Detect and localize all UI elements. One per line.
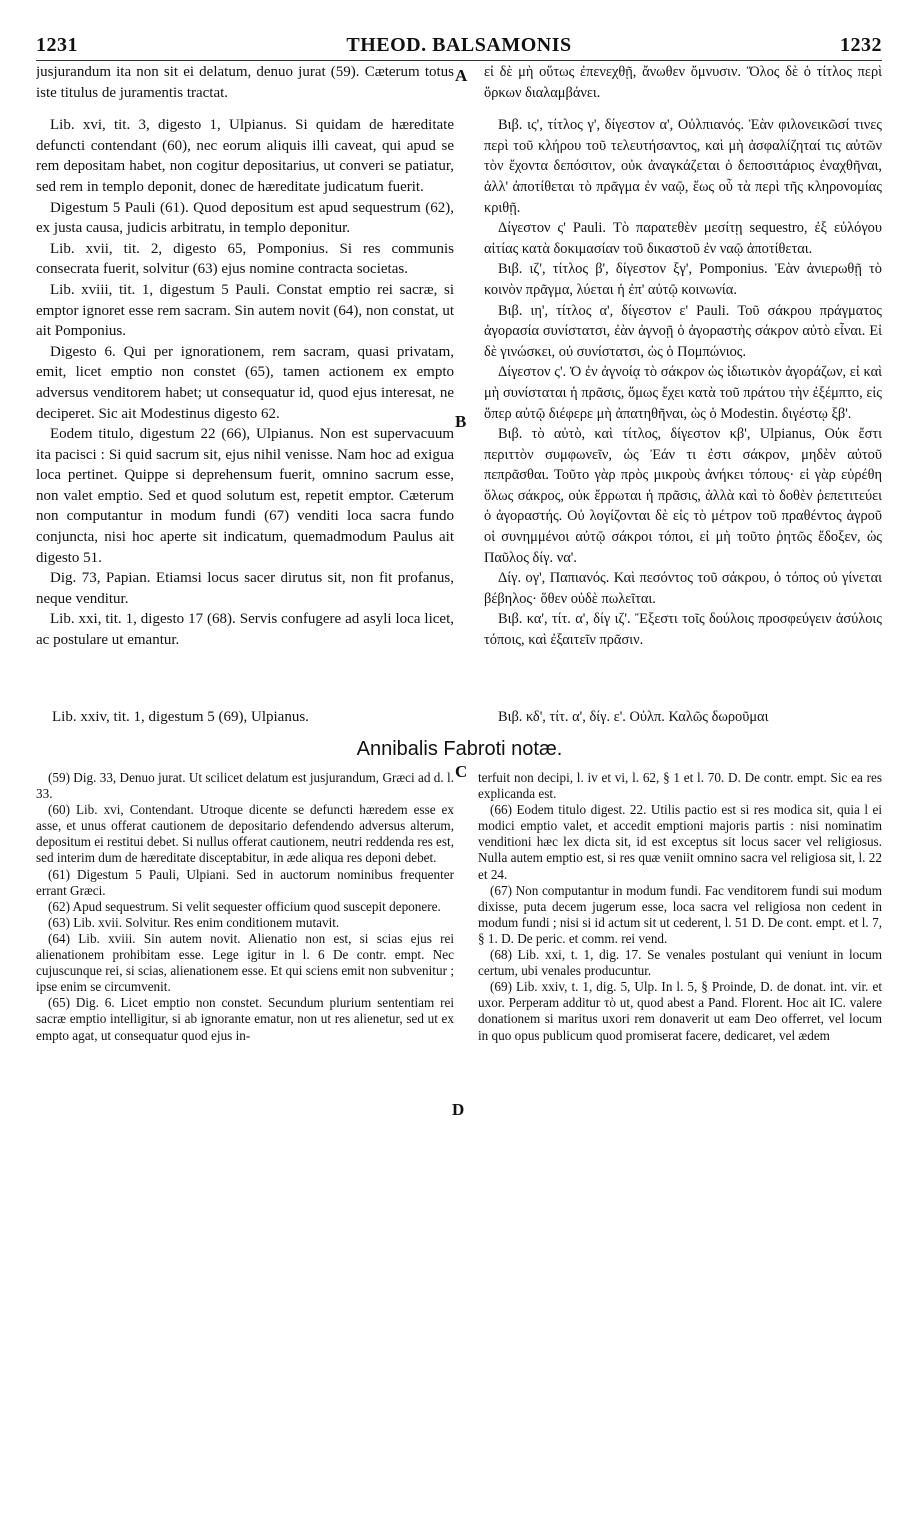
- note-item: terfuit non decipi, l. iv et vi, l. 62, § 1 et l. 70. D. De contr. empt. Sic ea res explicanda est.: [478, 770, 882, 802]
- notes-right-column: [478, 770, 882, 1530]
- greek-paragraph: Βιβ. ιζ', τίτλος β', δίγεστον ξγ', Pomponius. Ἐὰν ἀνιερωθῇ τὸ κοινὸν πρᾶγμα, λύεται ἡ ἐπ' αὐτῷ κοινωνία.: [484, 261, 882, 298]
- note-item: (68) Lib. xxi, t. 1, dig. 17. Se venales postulant qui veniunt in locum certum, ubi venales producuntur.: [478, 947, 882, 979]
- latin-paragraph: Lib. xviii, tit. 1, digestum 5 Pauli. Constat emptio rei sacræ, si emptor ignoret esse rem sacram. Sin autem novit (64), non constat, ut ait Pomponius.: [36, 281, 454, 340]
- latin-paragraph: Lib. xvii, tit. 2, digesto 65, Pomponius. Si res communis consecrata fuerit, solvitur (63) ejus nomine contracta societas.: [36, 240, 454, 278]
- note-item: (63) Lib. xvii. Solvitur. Res enim conditionem mutavit.: [48, 914, 340, 930]
- latin-paragraph: jusjurandum ita non sit ei delatum, denuo jurat (59). Cæterum totus iste titulus de juramentis tractat.: [36, 64, 454, 101]
- greek-paragraph: Βιβ. ιη', τίτλος α', δίγεστον ε' Pauli. Τοῦ σάκρου πράγματος ἀγορασία συνίστατσι, ἐὰν ἀγνοῇ ὁ ἀγοραστὴς σάκρον αὐτὸ εἶναι. Εἰ δὲ γινώσκει, οὐ συνίστατσι, ὡς ὁ Πομπώνιος.: [484, 302, 882, 360]
- margin-letter-a: A: [455, 66, 468, 85]
- notes-left-column: [36, 770, 454, 1530]
- greek-paragraph: Δίγ. ογ', Παπιανός. Καὶ πεσόντος τοῦ σάκρου, ὁ τόπος οὐ γίνεται βέβηλος· ὅθεν οὐδὲ πωλεῖται.: [484, 570, 882, 607]
- greek-paragraph: εἰ δὲ μὴ οὕτως ἐπενεχθῇ, ἄνωθεν ὄμνυσιν. Ὅλος δὲ ὁ τίτλος περὶ ὅρκων διαλαμβάνει.: [484, 64, 882, 101]
- header-rule: [36, 60, 882, 61]
- greek-paragraph: Βιβ. τὸ αὐτὸ, καὶ τίτλος, δίγεστον κβ', Ulpianus, Οὐκ ἔστι περιττὸν συμφωνεῖν, ὡς Ἐάν τι ἐστι σάκρον, μηδὲν αὐτοῦ πεπρᾶσθαι. Τοῦτο γὰρ πρὸς μικροὺς ἀνήκει τόπους· εἰ γὰρ εὑρέθη ὅλως σάκρος, οὐκ ἔρρωται ἡ πρᾶσις, ἀλλὰ καὶ τὸ δοθὲν ῥεπετιτεύει ὁ ἀγοραστής. Οὐ λογίζονται δὲ εἰς τὸ μέτρον τοῦ πραθέντος ἀγροῦ οἱ συνημμένοι αὐτῷ σάκροι τόποι, εἰ μὴ τοῦτο ῥητῶς ἔδοξεν, ὡς Παῦλος δίγ. να'.: [484, 426, 882, 566]
- note-item: (62) Apud sequestrum. Si velit sequester officium quod suscepit deponere.: [48, 898, 441, 914]
- note-item: (60) Lib. xvi, Contendant. Utroque dicente se defuncti hæredem esse ex asse, et unus offerat cautionem de depositario defendendo adversus alterum, depositum ei restitui debet. Si nullus offerat cautionem, neutri reddenda res est, sed interim dum de hæreditate disceptabitur, in æde aliqua res deponi debet.: [36, 802, 454, 866]
- greek-paragraph: Βιβ. ις', τίτλος γ', δίγεστον α', Οὐλπιανός. Ἐὰν φιλονεικῶσί τινες περὶ τοῦ κλήρου τοῦ τελευτήσαντος, καὶ μὴ ἀσφαλίζηταί τις αὐτῶν τὸν ἔχοντα δεπόσιτον, οὐκ ἀναγκάζεται ὁ δεποσιτάριος ἐναχθῆναι, ἀλλ' ἀποτίθεται τὸ πρᾶγμα ἐν ναῷ, ἕως οὗ τὰ περὶ τῆς κληρονομίας κριθῇ.: [484, 117, 882, 216]
- latin-column: [36, 62, 454, 727]
- latin-paragraph: Lib. xxi, tit. 1, digesto 17 (68). Servis confugere ad asyli loca licet, ac postulare ut emantur.: [36, 611, 454, 649]
- latin-paragraph: Digesto 6. Qui per ignorationem, rem sacram, quasi privatam, emit, licet emptio non constet (65), tamen actionem ex empto adversus venditorem habet; ut consequatur id, quod ejus interesat, ne deciperet. Sic ait Modestinus digesto 62.: [36, 343, 454, 422]
- page-number-right: 1232: [840, 34, 882, 56]
- latin-tail-line: Lib. xxiv, tit. 1, digestum 5 (69), Ulpianus.: [52, 709, 309, 725]
- notes-title: Annibalis Fabroti notæ.: [356, 738, 563, 760]
- greek-paragraph: Βιβ. κα', τίτ. α', δίγ ιζ'. Ἔξεστι τοῖς δούλοις προσφεύγειν ἀσύλοις τόποις, καὶ ἐξαιτεῖν πρᾶσιν.: [484, 611, 882, 649]
- latin-paragraph: Dig. 73, Papian. Etiamsi locus sacer dirutus sit, non fit profanus, neque venditur.: [36, 570, 454, 607]
- page-number-left: 1231: [36, 34, 78, 56]
- note-item: (65) Dig. 6. Licet emptio non constet. Secundum plurium sententiam rei sacræ emptio intelligitur, si ab ignorante ematur, non ut res alienetur, sed ut ex empto agat, ut consequatur quod ejus in-: [36, 995, 454, 1043]
- note-item: (64) Lib. xviii. Sin autem novit. Alienatio non est, si scias ejus rei alienationem prohibitam esse. Lege igitur in l. 6 De contr. empt. Nec cujuscunque rei, si scias, alienationem esse. Et qui sciens emit non subvenitur ; ipse enim se circumvenit.: [36, 930, 454, 995]
- page-header: [36, 34, 882, 60]
- latin-paragraph: Digestum 5 Pauli (61). Quod depositum est apud sequestrum (62), ex justa causa, judicis arbitratu, in templo deponitur.: [36, 199, 454, 237]
- greek-column: [484, 62, 882, 727]
- greek-paragraph: Δίγεστον ς'. Ὁ ἐν ἀγνοίᾳ τὸ σάκρον ὡς ἰδιωτικὸν ἀγοράζων, εἰ καὶ μὴ συνίσταται ἡ πρᾶσις, ὅμως ἔχει κατὰ τοῦ πράτου τὴν ἐξέμπτο, εἰς ὅπερ αὐτῷ διέφερε μὴ ἀπατηθῆναι, ὡς ὁ Modestin. διγέστῳ ξβ'.: [484, 364, 882, 422]
- margin-letter-c: C: [455, 762, 468, 781]
- note-item: (59) Dig. 33, Denuo jurat. Ut scilicet delatum est jusjurandum, Græci ad d. l. 33.: [36, 770, 454, 802]
- latin-paragraph: Lib. xvi, tit. 3, digesto 1, Ulpianus. Si quidam de hæreditate defuncti contendant (60), nec eorum aliquis illi caveat, qui apud se rem depositam habet, non cogitur depositarius, ut converi se patiatur, sed rem in templo deponit, donec de hæreditate judicatum fuerit.: [36, 117, 454, 195]
- margin-letter-d: D: [452, 1100, 465, 1119]
- note-item: (61) Digestum 5 Pauli, Ulpiani. Sed in auctorum nominibus frequenter errant Græci.: [36, 866, 454, 898]
- margin-letter-b: B: [455, 412, 467, 431]
- running-title: THEOD. BALSAMONIS: [346, 34, 572, 56]
- greek-paragraph: Δίγεστον ς' Pauli. Τὸ παρατεθὲν μεσίτῃ sequestro, ἐξ εὐλόγου αἰτίας κατὰ δοκιμασίαν τοῦ δικαστοῦ ἐν ναῷ ἀποτίθεται.: [484, 220, 882, 257]
- latin-paragraph: Eodem titulo, digestum 22 (66), Ulpianus. Non est supervacuum ita pacisci : Si quid sacrum sit, ejus nihil venisse. Nam hoc ad exigua loca pertinet. Quippe si deprehensum fuerit, omnino sacrum esse, non valet emptio. Sed et quod solutum est, repetit emptor. Cæterum non computantur in modum fundi (67) venditi loca sacra fundo conjuncta, nisi hoc aperte sit indicatum, quemadmodum Paulus ait digesto 51.: [36, 426, 454, 566]
- note-item: (67) Non computantur in modum fundi. Fac venditorem fundi sui modum dixisse, puta decem jugerum esse, loca sacra vel religiosa non cedent in modum fundi ; nisi si id actum sit ut cederent, l. 51 D. De cont. empt. et l. 7, § 1. D. De peric. et comm. rei vend.: [478, 882, 882, 946]
- greek-tail-line: Βιβ. κδ', τίτ. α', δίγ. ε'. Οὐλπ. Καλῶς δωροῦμαι: [498, 709, 769, 725]
- note-item: (66) Eodem titulo digest. 22. Utilis pactio est si res modica sit, quia l ei modici emptio valet, et accedit emptioni majoris partis : nisi nominatim venditioni hæc lex dicta sit, id est exceptus sit locus sacer vel religiosus. Nulla autem emptio est, si res quæ veniit omnino sacra vel religiosa sit, l. 22 et 24.: [478, 802, 882, 882]
- note-item: (69) Lib. xxiv, t. 1, dig. 5, Ulp. In l. 5, § Proinde, D. de donat. int. vir. et uxor. Perperam additur τὸ ut, quod abest a Pand. Florent. Hoc ait IC. valere donationem si maritus uxori rem donaverit ut eam Deo offerret, vel locum in quo opus publicum quod promiserat facere, dedicaret, vel ædem: [478, 979, 882, 1043]
